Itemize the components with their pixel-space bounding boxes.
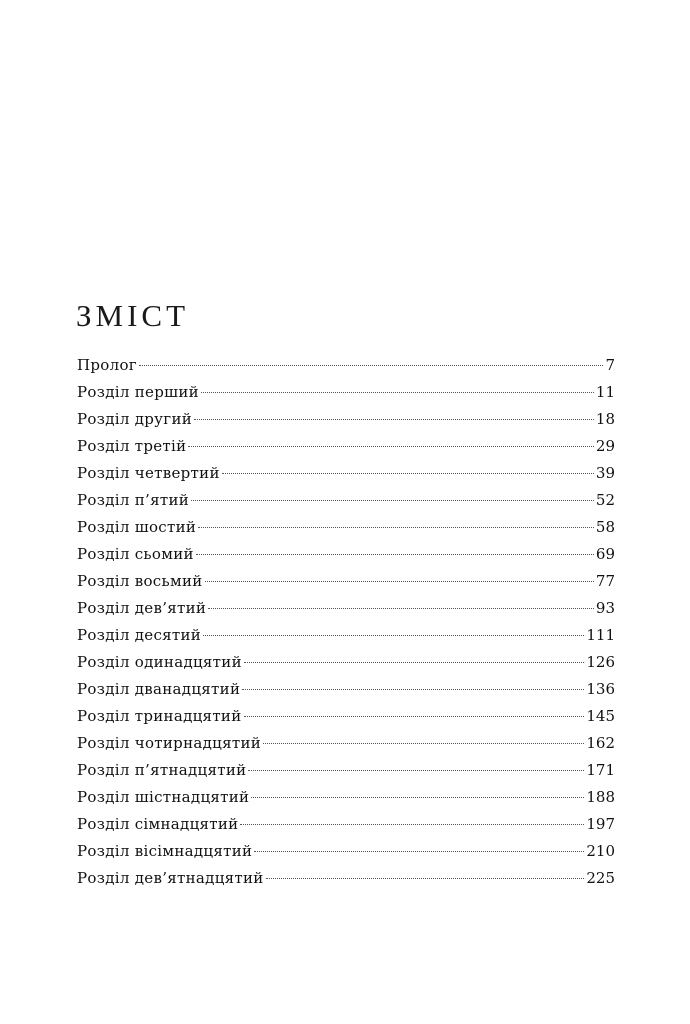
toc-entry-title: Розділ сьомий [77, 545, 194, 563]
toc-entry-title: Пролог [77, 356, 137, 374]
toc-entry-title: Розділ другий [77, 410, 193, 428]
toc-entry-chapter-16 [77, 784, 615, 811]
toc-entry-page: 58 [595, 518, 615, 536]
toc-heading: ЗМІСТ [76, 298, 190, 333]
toc-entry-title: Розділ восьмий [77, 572, 203, 590]
toc-entry-page: 52 [595, 491, 615, 509]
toc-entry-page: 225 [586, 869, 615, 887]
toc-entry-title: Розділ сімнадцятий [77, 815, 239, 833]
toc-entry-page: 93 [595, 599, 615, 617]
toc-entry-title: Розділ п’ятнадцятий [77, 761, 247, 779]
toc-entry-chapter-9 [77, 595, 615, 622]
toc-entry-chapter-19 [77, 865, 615, 892]
toc-entry-page: 197 [586, 815, 615, 833]
toc-entry-page: 145 [586, 707, 615, 725]
toc-dot-leader [188, 445, 594, 447]
toc-dot-leader [244, 661, 584, 663]
toc-entry-title: Розділ десятий [77, 626, 202, 644]
toc-dot-leader [203, 634, 584, 636]
toc-entry-chapter-12 [77, 676, 615, 703]
toc-entry-page: 126 [586, 653, 615, 671]
toc-list [77, 352, 615, 892]
toc-dot-leader [205, 580, 594, 582]
toc-entry-chapter-10 [77, 622, 615, 649]
toc-dot-leader [242, 688, 584, 690]
toc-dot-leader [191, 499, 594, 501]
toc-entry-page: 210 [586, 842, 615, 860]
toc-entry-chapter-17 [77, 811, 615, 838]
toc-entry-title: Розділ тринадцятий [77, 707, 242, 725]
toc-entry-page: 18 [595, 410, 615, 428]
toc-entry-prologue [77, 352, 615, 379]
toc-dot-leader [244, 715, 585, 717]
toc-dot-leader [194, 418, 594, 420]
toc-dot-leader [139, 364, 604, 366]
toc-entry-page: 29 [595, 437, 615, 455]
toc-entry-chapter-2 [77, 406, 615, 433]
toc-dot-leader [198, 526, 594, 528]
toc-entry-chapter-1 [77, 379, 615, 406]
toc-entry-title: Розділ дев’ятий [77, 599, 207, 617]
toc-dot-leader [248, 769, 584, 771]
toc-entry-title: Розділ четвертий [77, 464, 220, 482]
toc-dot-leader [240, 823, 584, 825]
toc-entry-page: 162 [586, 734, 615, 752]
toc-entry-title: Розділ дванадцятий [77, 680, 241, 698]
toc-entry-chapter-5 [77, 487, 615, 514]
toc-entry-chapter-3 [77, 433, 615, 460]
toc-dot-leader [251, 796, 584, 798]
toc-entry-page: 39 [595, 464, 615, 482]
toc-entry-title: Розділ чотирнадцятий [77, 734, 262, 752]
toc-entry-page: 11 [595, 383, 615, 401]
toc-entry-title: Розділ перший [77, 383, 199, 401]
toc-dot-leader [222, 472, 594, 474]
toc-entry-chapter-4 [77, 460, 615, 487]
toc-entry-page: 7 [605, 356, 615, 374]
toc-entry-chapter-15 [77, 757, 615, 784]
toc-entry-chapter-7 [77, 541, 615, 568]
toc-entry-title: Розділ шістнадцятий [77, 788, 250, 806]
toc-entry-page: 188 [586, 788, 615, 806]
toc-entry-page: 171 [586, 761, 615, 779]
toc-entry-chapter-8 [77, 568, 615, 595]
toc-entry-chapter-13 [77, 703, 615, 730]
toc-dot-leader [254, 850, 584, 852]
toc-dot-leader [266, 877, 585, 879]
toc-entry-chapter-11 [77, 649, 615, 676]
toc-entry-chapter-6 [77, 514, 615, 541]
toc-entry-chapter-14 [77, 730, 615, 757]
toc-entry-title: Розділ дев’ятнадцятий [77, 869, 264, 887]
toc-entry-chapter-18 [77, 838, 615, 865]
toc-entry-title: Розділ третій [77, 437, 187, 455]
toc-dot-leader [196, 553, 594, 555]
toc-entry-title: Розділ п’ятий [77, 491, 190, 509]
toc-dot-leader [201, 391, 594, 393]
toc-dot-leader [263, 742, 584, 744]
toc-entry-page: 111 [586, 626, 615, 644]
toc-entry-page: 69 [595, 545, 615, 563]
toc-dot-leader [208, 607, 594, 609]
toc-entry-title: Розділ шостий [77, 518, 197, 536]
toc-entry-title: Розділ одинадцятий [77, 653, 242, 671]
toc-entry-page: 77 [595, 572, 615, 590]
toc-entry-page: 136 [586, 680, 615, 698]
toc-entry-title: Розділ вісімнадцятий [77, 842, 253, 860]
